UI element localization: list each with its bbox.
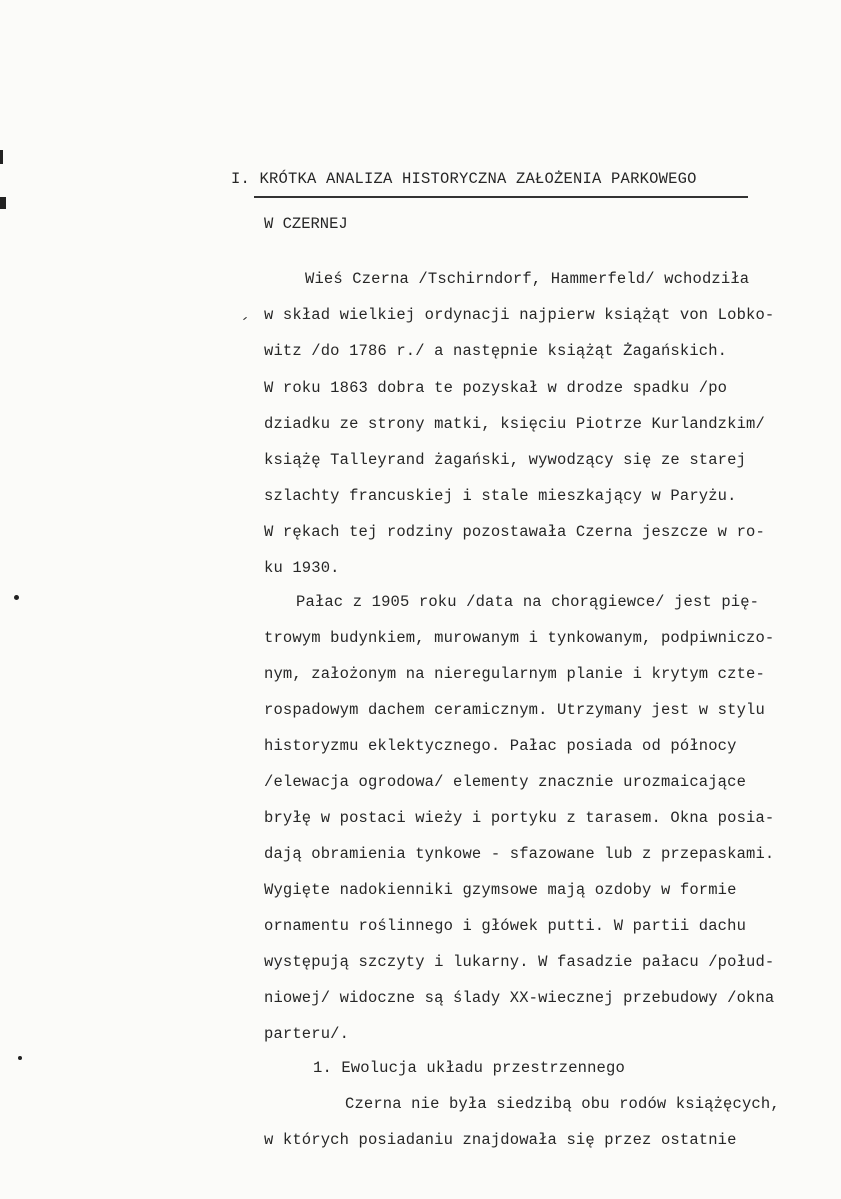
text-line: szlachty francuskiej i stale mieszkający w Paryżu.: [264, 487, 737, 505]
text-line: rospadowym dachem ceramicznym. Utrzymany jest w stylu: [264, 701, 765, 719]
text-line: W rękach tej rodziny pozostawała Czerna jeszcze w ro-: [264, 523, 765, 541]
text-line: niowej/ widoczne są ślady XX-wiecznej przebudowy /okna: [264, 989, 775, 1007]
text-line: książę Talleyrand żagański, wywodzący się ze starej: [264, 451, 747, 469]
text-line: Pałac z 1905 roku /data na chorągiewce/ jest pię-: [296, 593, 760, 611]
section-title: 1. Ewolucja układu przestrzennego: [313, 1059, 625, 1077]
text-line: Czerna nie była siedzibą obu rodów książęcych,: [345, 1095, 780, 1113]
text-line: Wieś Czerna /Tschirndorf, Hammerfeld/ wchodziła: [305, 270, 750, 288]
text-line: /elewacja ogrodowa/ elementy znacznie urozmaicające: [264, 773, 747, 791]
text-line: Wygięte nadokienniki gzymsowe mają ozdoby w formie: [264, 881, 737, 899]
heading-underline: [254, 196, 748, 198]
document-heading: I. KRÓTKA ANALIZA HISTORYCZNA ZAŁOŻENIA PARKOWEGO: [231, 170, 697, 188]
margin-mark: [18, 1056, 22, 1060]
text-line: w skład wielkiej ordynacji najpierw książąt von Lobko-: [264, 306, 775, 324]
text-line: parteru/.: [264, 1025, 350, 1043]
text-line: trowym budynkiem, murowanym i tynkowanym, podpiwniczo-: [264, 629, 775, 647]
text-line: W roku 1863 dobra te pozyskał w drodze spadku /po: [264, 379, 728, 397]
text-line: dają obramienia tynkowe - sfazowane lub z przepaskami.: [264, 845, 775, 863]
margin-mark: [243, 317, 247, 320]
text-line: witz /do 1786 r./ a następnie książąt Żagańskich.: [264, 342, 728, 360]
document-heading-continuation: W CZERNEJ: [264, 215, 348, 233]
text-line: bryłę w postaci wieży i portyku z tarasem. Okna posia-: [264, 809, 775, 827]
text-line: ornamentu roślinnego i główek putti. W partii dachu: [264, 917, 747, 935]
margin-mark: [0, 150, 3, 164]
text-line: występują szczyty i lukarny. W fasadzie pałacu /połud-: [264, 953, 775, 971]
text-line: historyzmu eklektycznego. Pałac posiada od północy: [264, 737, 737, 755]
text-line: nym, założonym na nieregularnym planie i krytym czte-: [264, 665, 765, 683]
text-line: ku 1930.: [264, 559, 340, 577]
text-line: w których posiadaniu znajdowała się przez ostatnie: [264, 1131, 737, 1149]
margin-mark: [14, 595, 19, 600]
margin-mark: [0, 197, 6, 209]
text-line: dziadku ze strony matki, księciu Piotrze Kurlandzkim/: [264, 415, 765, 433]
